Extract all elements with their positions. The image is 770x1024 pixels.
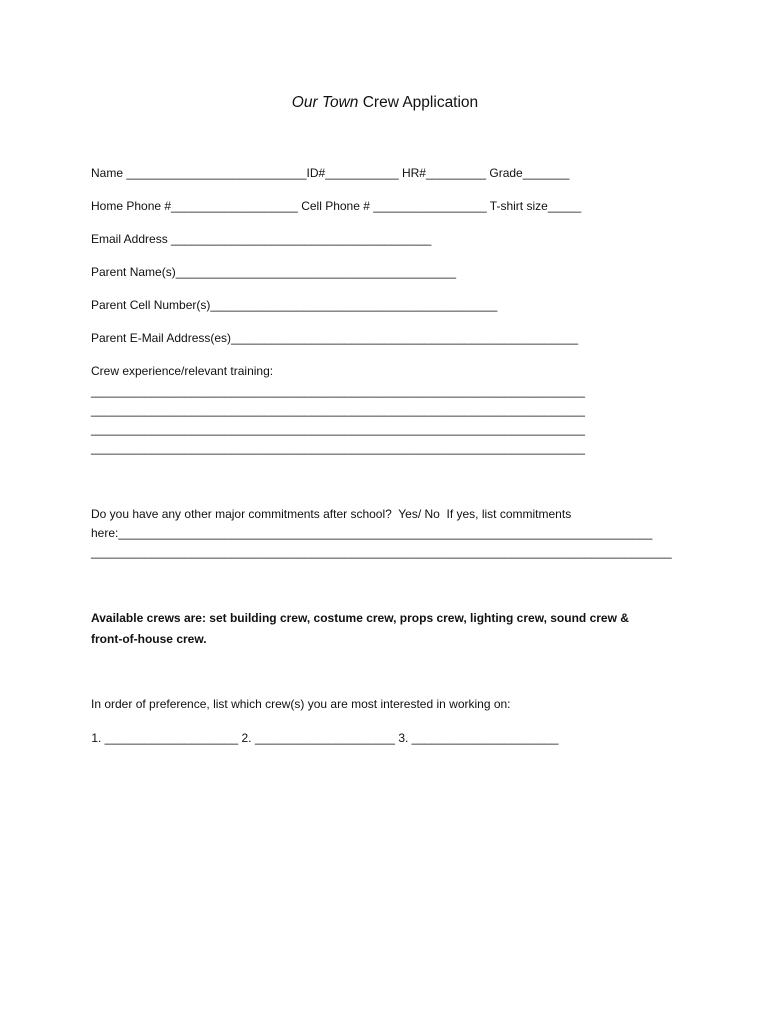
parent-email-row[interactable]: Parent E-Mail Address(es)____________________________________________________ (91, 331, 579, 345)
experience-line-3[interactable]: __________________________________________________________________________ (91, 422, 585, 436)
preference-prompt: In order of preference, list which crew(s) you are most interested in working on: (91, 697, 511, 711)
email-row[interactable]: Email Address _______________________________________ (91, 232, 432, 246)
commitments-line-1[interactable]: here:________________________________________________________________________________ (91, 526, 653, 540)
title-rest: Crew Application (358, 94, 479, 111)
title-italic: Our Town (291, 94, 359, 111)
page-title (0, 94, 770, 112)
commitments-line-2[interactable]: _______________________________________________________________________________________ (91, 545, 672, 559)
preference-choices[interactable]: 1. ____________________ 2. _____________________ 3. ______________________ (88, 731, 559, 745)
experience-line-1[interactable]: __________________________________________________________________________ (91, 384, 585, 398)
experience-line-4[interactable]: __________________________________________________________________________ (91, 441, 585, 455)
available-crews-line-2: front-of-house crew. (91, 632, 207, 646)
parent-name-row[interactable]: Parent Name(s)__________________________________________ (91, 265, 456, 279)
parent-cell-row[interactable]: Parent Cell Number(s)___________________________________________ (91, 298, 498, 312)
commitments-question: Do you have any other major commitments after school? Yes/ No If yes, list commitments (91, 507, 572, 521)
name-id-hr-grade-row[interactable]: Name ___________________________ID#___________ HR#_________ Grade_______ (91, 166, 570, 180)
phone-tshirt-row[interactable]: Home Phone #___________________ Cell Phone # _________________ T-shirt size_____ (91, 199, 582, 213)
experience-label: Crew experience/relevant training: (91, 364, 274, 378)
available-crews-line-1: Available crews are: set building crew, costume crew, props crew, lighting crew, sound crew & (91, 611, 629, 625)
experience-line-2[interactable]: __________________________________________________________________________ (91, 403, 585, 417)
